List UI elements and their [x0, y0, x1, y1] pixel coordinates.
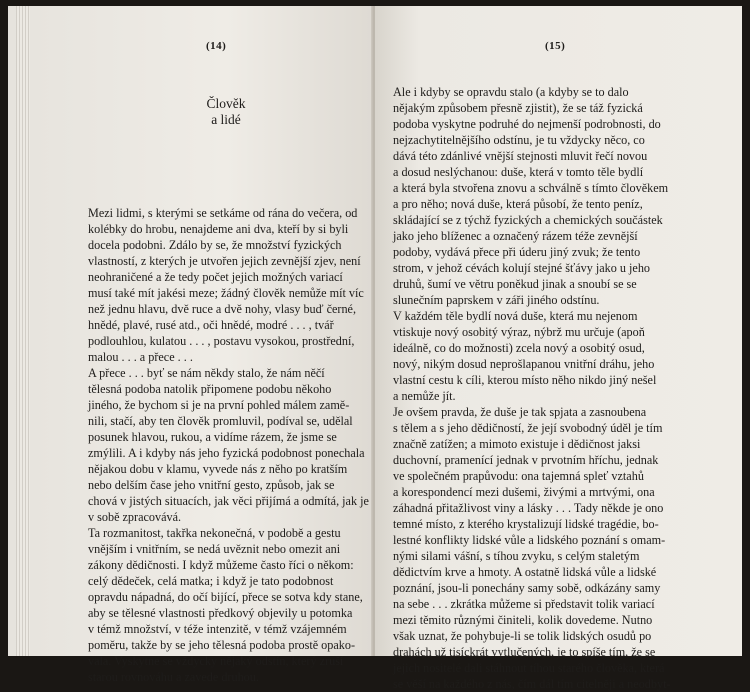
text-line: tělesná podoba natolik připomene podobu někoho — [88, 382, 332, 396]
left-page-text — [88, 205, 369, 685]
text-line: na sebe . . . zkrátka můžeme si představit tolik variací — [393, 597, 655, 611]
heading-line: Člověk — [206, 96, 246, 111]
text-line: nejzachytitelnějšího odstínu, je tu vždycky něco, co — [393, 133, 645, 147]
text-line: lestné konflikty lidské vůle a lidského poznání s omam- — [393, 533, 666, 547]
text-line: Ta rozmanitost, takřka nekonečná, v podobě a gestu — [88, 526, 341, 540]
text-line: nový, nikým dosud neprošlapanou vnitřní dráhu, jeho — [393, 357, 655, 371]
text-line: duchovní, pramenící jednak v prvotním hříchu, jednak — [393, 453, 659, 467]
right-page-text — [393, 84, 723, 692]
right-page — [375, 6, 742, 691]
text-line: vlastností, z kterých je utvořen jejich zevnější zjev, není — [88, 254, 361, 268]
text-line: druhů, šumí ve větru poněkud jinak a snoubí se se — [393, 277, 637, 291]
text-line: a korespondencí mezi dušemi, živými a mrtvými, ona — [393, 485, 655, 499]
text-line: nili, stačí, aby ten člověk promluvil, podíval se, udělal — [88, 414, 353, 428]
text-line: jejich nositelé dali stáhnout tíhou starého člověka, která — [393, 661, 665, 675]
text-line: neohraničené a že tedy počet jejich možných variací — [88, 270, 343, 284]
text-line: celý dědeček, celá matka; i když je tato podobnost — [88, 574, 334, 588]
text-line: nějakým způsobem přesně zjistit), že se táž fyzická — [393, 101, 643, 115]
text-line: poznání, jsou-li ponechány samy sobě, odkázány samy — [393, 581, 661, 595]
text-line: zmýlili. A i kdyby nás jeho fyzická podobnost ponechala — [88, 446, 365, 460]
text-line: vala. Vyskytne se vždycky nějaký odstín, který zruší — [88, 654, 344, 668]
text-line: aby se tělesné vlastnosti předkový objevily u potomka — [88, 606, 353, 620]
text-line: V každém těle bydlí nová duše, která mu nejenom — [393, 309, 638, 323]
text-line: záhadná přitažlivost viny a lásky . . . Tady někde je ono — [393, 501, 664, 515]
text-line: malou . . . a přece . . . — [88, 350, 193, 364]
text-line: v témž množství, v téže intenzitě, v témž vzájemném — [88, 622, 347, 636]
text-line: chová v jistých situacích, jak věci přijímá a odmítá, jak je — [88, 494, 369, 508]
text-line: vnějším i vnitřním, se nedá uvěznit nebo omezit ani — [88, 542, 341, 556]
text-line: a dosud neslýchanou: duše, která v tomto těle bydlí — [393, 165, 644, 179]
text-line: s tělem a s jeho dědičností, že její svobodný úděl je tím — [393, 421, 663, 435]
text-line: a pro něho; nová duše, která působí, že tento peníz, — [393, 197, 643, 211]
text-line: Mezi lidmi, s kterými se setkáme od rána do večera, od — [88, 206, 358, 220]
text-line: se věší na každého z nás, čím dál tím citelněji a neodbyt- — [393, 677, 671, 691]
text-line: mezi těmito různými činiteli, kolik dovedeme. Nutno — [393, 613, 653, 627]
text-line: podlouhlou, kulatou . . . , postavu vysokou, prostřední, — [88, 334, 355, 348]
heading-line: a lidé — [211, 112, 241, 127]
text-line: podoby, vydává přece při úderu jiný zvuk; že tento — [393, 245, 641, 259]
page-number-left: (14) — [206, 40, 227, 52]
text-line: strom, v jehož cévách kolují stejné šťávy jako u jeho — [393, 261, 651, 275]
text-line: Je ovšem pravda, že duše je tak spjata a zasnoubena — [393, 405, 647, 419]
text-line: jako jeho blíženec a označený rázem téže zevnější — [393, 229, 638, 243]
text-line: vlastní cestu k cíli, kterou místo něho nikdo jiný nešel — [393, 373, 657, 387]
book-spread — [8, 6, 742, 691]
text-line: zákony dědičnosti. I když můžeme často říci o někom: — [88, 558, 354, 572]
text-line: ve společném prapůvodu: ona tajemná spleť vztahů — [393, 469, 644, 483]
text-line: opravdu nápadná, do očí bijící, přece se sotva kdy stane, — [88, 590, 363, 604]
text-line: slunečním paprskem v záři jiného odstínu. — [393, 293, 600, 307]
page-edges — [16, 6, 30, 656]
text-line: starou rovnováhu a zavede druhou. — [88, 670, 259, 684]
text-line: a která byla stvořena znovu a schválně s tímto člověkem — [393, 181, 669, 195]
text-line: nebo delším čase jeho vnitřní gesto, způsob, jak se — [88, 478, 335, 492]
text-line: Ale i kdyby se opravdu stalo (a kdyby se to dalo — [393, 85, 629, 99]
text-line: však uznat, že pohybuje-li se tolik lidských osudů po — [393, 629, 652, 643]
left-page — [8, 6, 373, 684]
text-line: podoba vyskytne podruhé do nejmenší podrobnosti, do — [393, 117, 661, 131]
chapter-heading — [186, 96, 266, 128]
text-line: v sobě zpracovává. — [88, 510, 182, 524]
text-line: temné místo, z kterého krystalizují lidské tragédie, bo- — [393, 517, 659, 531]
text-line: A přece . . . byť se nám někdy stalo, že nám něčí — [88, 366, 325, 380]
text-line: musí také mít jakési meze; žádný člověk nemůže mít víc — [88, 286, 364, 300]
text-line: poměru, takže by se jeho tělesná podoba prostě opako- — [88, 638, 356, 652]
text-line: kolébky do hrobu, nenajdeme ani dva, kteří by si byli — [88, 222, 349, 236]
text-line: ideálně, co do možnosti) zcela nový a osobitý osud, — [393, 341, 645, 355]
text-line: jiného, že bychom si je na první pohled málem zamě- — [88, 398, 350, 412]
page-number-right: (15) — [545, 40, 566, 52]
text-line: hnědé, plavé, rusé atd., oči hnědé, modré . . . , tvář — [88, 318, 334, 332]
text-line: značně zatížen; a mimoto existuje i dědičnost jaksi — [393, 437, 641, 451]
text-line: docela podobni. Zdálo by se, že množství fyzických — [88, 238, 342, 252]
text-line: dědictvím krve a hmoty. A ostatně lidská vůle a lidské — [393, 565, 657, 579]
text-line: než jednu hlavu, dvě ruce a dvě nohy, vlasy buď černé, — [88, 302, 357, 316]
text-line: a nemůže jít. — [393, 389, 456, 403]
text-line: dává této zdánlivé vnější stejnosti mluvit řečí novou — [393, 149, 648, 163]
text-line: nějakou dobu v klamu, vyvede nás z něho po kratším — [88, 462, 348, 476]
text-line: vtiskuje nový osobitý výraz, nýbrž mu určuje (apoň — [393, 325, 645, 339]
text-line: nými silami vášní, s tíhou zvyku, s celým staletým — [393, 549, 640, 563]
text-line: skládající se z týchž fyzických a chemických součástek — [393, 213, 663, 227]
text-line: posunek hlavou, rukou, a vidíme rázem, že jsme se — [88, 430, 337, 444]
text-line: drahách už tisíckrát vytlučených, je to spíše tím, že se — [393, 645, 656, 659]
